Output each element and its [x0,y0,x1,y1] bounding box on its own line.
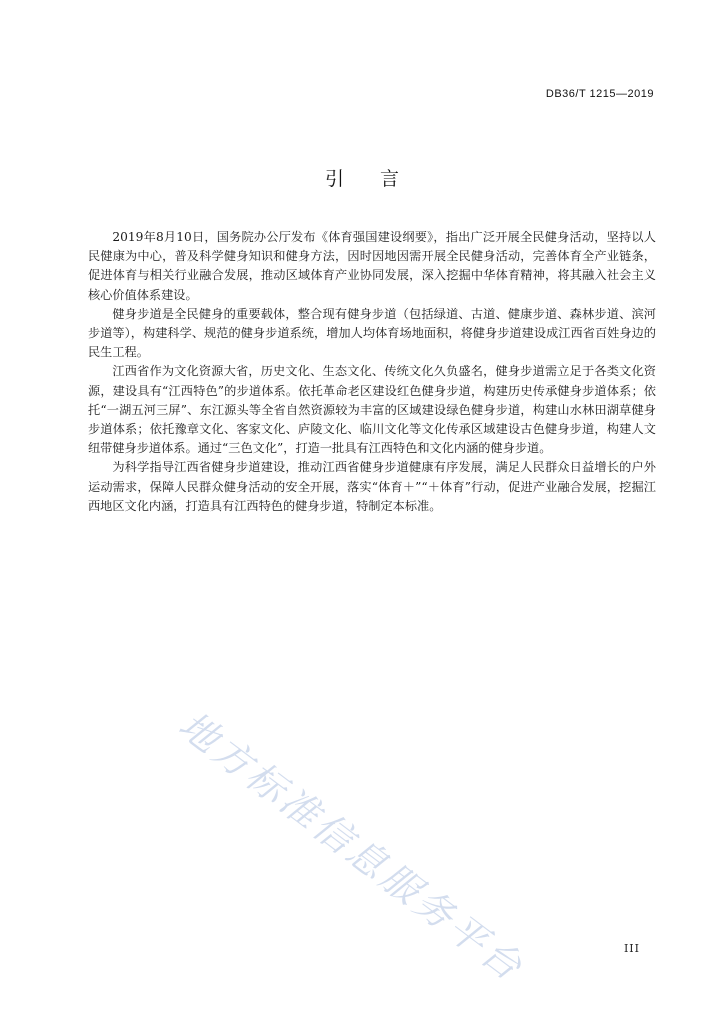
paragraph: 健身步道是全民健身的重要载体，整合现有健身步道（包括绿道、古道、健康步道、森林步道、滨河步道等），构建科学、规范的健身步道系统，增加人均体育场地面积，将健身步道建设成江西省百姓身边的民生工程。 [88,306,656,360]
standard-code: DB36/T 1215—2019 [545,88,654,100]
watermark: 地方标准信息服务平台 [170,702,533,991]
document-body [88,228,656,516]
page-number: III [623,942,640,955]
paragraph: 2019年8月10日，国务院办公厅发布《体育强国建设纲要》，指出广泛开展全民健身活动，坚持以人民健康为中心，普及科学健身知识和健身方法，因时因地因需开展全民健身活动，完善体育全产业链条，促进体育与相关行业融合发展，推动区域体育产业协同发展，深入挖掘中华体育精神，将其融入社会主义核心价值体系建设。 [88,230,656,302]
paragraph: 为科学指导江西省健身步道建设，推动江西省健身步道健康有序发展，满足人民群众日益增长的户外运动需求，保障人民群众健身活动的安全开展，落实“体育＋”“＋体育”行动，促进产业融合发展，挖掘江西地区文化内涵，打造具有江西特色的健身步道，特制定本标准。 [88,460,656,513]
paragraph: 江西省作为文化资源大省，历史文化、生态文化、传统文化久负盛名，健身步道需立足于各类文化资源，建设具有“江西特色”的步道体系。依托革命老区建设红色健身步道，构建历史传承健身步道体系；依托“一湖五河三屏”、东江源头等全省自然资源较为丰富的区域建设绿色健身步道，构建山水林田湖草健身步道体系；依托豫章文化、客家文化、庐陵文化、临川文化等文化传承区域建设古色健身步道，构建人文纽带健身步道体系。通过“三色文化”，打造一批具有江西特色和文化内涵的健身步道。 [88,364,656,456]
page-title: 引言 [324,168,435,190]
